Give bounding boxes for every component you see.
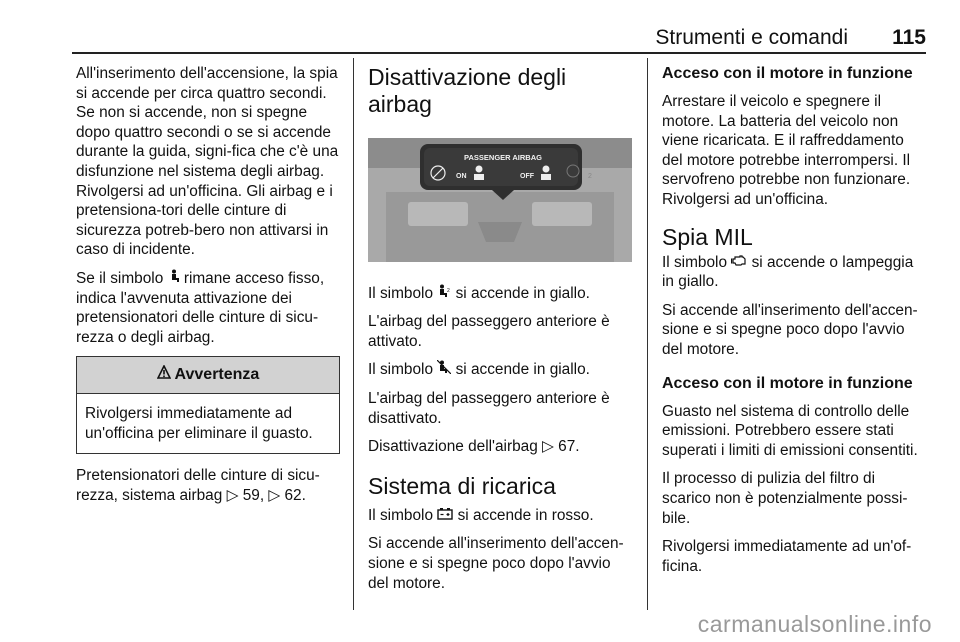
text-fragment: Il simbolo (368, 284, 434, 302)
battery-paragraph (368, 506, 632, 526)
text-fragment: Il simbolo (662, 253, 728, 271)
text-fragment: rimane acceso fisso, indica l'avvenuta attivazione dei pretensionatori delle cinture di sicu-rezza o degli airbag. (76, 269, 325, 346)
panel-text: PASSENGER AIRBAG (464, 153, 542, 162)
airbag-active-text: L'airbag del passeggero anteriore è attivato. (368, 313, 610, 350)
charging-text: Si accende all'inserimento dell'accen-sione e si spegne poco dopo l'avvio del motore. (368, 535, 624, 592)
column-right (662, 64, 928, 585)
text-fragment: Il simbolo (368, 361, 434, 379)
passenger-airbag-off-icon (437, 360, 451, 374)
engine-icon (731, 254, 747, 267)
airbag-deactivated-text: L'airbag del passeggero anteriore è disattivato. (368, 389, 610, 427)
passenger-airbag-on-icon (437, 284, 451, 298)
text-fragment: Se il simbolo (76, 269, 164, 287)
heading-charging-system: Sistema di ricarica (368, 472, 556, 499)
heading-mil: Spia MIL (662, 223, 753, 250)
airbag-paragraph: All'inserimento dell'accensione, la spia si accende per circa quattro secondi. Se non si accende, non si spegne dopo quattro secondi o se si accende durante la guida, signi-fica che c'è una disfunzione nel sistema degli airbag. Rivolgersi ad un'officina. Gli airbag e i pretensiona-tori delle cinture di sicurezza potreb-bero non attivarsi in caso di incidente. (76, 65, 339, 259)
page-reference[interactable]: 59 (242, 486, 260, 504)
seated-person-airbag-icon (168, 269, 180, 283)
reference-arrow-icon: ▷ (226, 486, 239, 504)
text-fragment: Pretensionatori delle cinture di sicu-rezza, sistema airbag (76, 467, 320, 504)
warning-body: Rivolgersi immediatamente ad un'officina per eliminare il guasto. (85, 404, 313, 442)
filter-text: Il processo di pulizia del filtro di scarico non è potenzialmente possi-bile. (662, 470, 908, 527)
battery-icon (437, 507, 453, 520)
airbag-fixed-paragraph (76, 269, 340, 347)
emission-text: Guasto nel sistema di controllo delle emissioni. Potrebbero essere stati superati i limiti di emissioni consentiti. (662, 402, 918, 459)
mil-paragraph (662, 253, 928, 292)
page-header (0, 0, 960, 50)
warning-triangle-icon (157, 365, 171, 379)
reference-arrow-icon: ▷ (542, 438, 554, 456)
off-label: OFF (520, 173, 534, 180)
heading-engine-running-2: Acceso con il motore in funzione (662, 374, 913, 392)
deactivation-reference (368, 437, 632, 457)
number-label: 2 (588, 173, 592, 180)
watermark: carmanualsonline.info (697, 611, 932, 637)
engine-running-text: Arrestare il veicolo e spegnere il motore. La batteria del veicolo non viene ricaricata. E il raffreddamento del motore potrebbe interrompersi. Il servofreno potrebbe non funzionare. Rivolgersi ad un'officina. (662, 93, 911, 208)
heading-engine-running: Acceso con il motore in funzione (662, 65, 913, 82)
reference-paragraph: Pretensionatori delle cinture di sicu-rezza, sistema airbag ▷ 59, ▷ 62. (76, 467, 320, 504)
column-divider (647, 58, 648, 610)
text-fragment: Disattivazione dell'airbag (368, 438, 538, 456)
header-rule (72, 52, 926, 54)
warning-box (76, 356, 340, 454)
column-divider (353, 58, 354, 610)
passenger-airbag-panel-photo (368, 138, 632, 262)
airbag-on-paragraph (368, 284, 632, 304)
text-fragment: si accende o lampeggia in giallo. (662, 253, 914, 291)
text-fragment: Il simbolo (368, 506, 434, 524)
page-reference[interactable]: 67. (558, 438, 580, 456)
warning-header (77, 357, 339, 394)
heading-airbag-deactivation: Disattivazione degli airbag (368, 64, 567, 117)
workshop-text: Rivolgersi immediatamente ad un'of-ficina. (662, 538, 912, 575)
on-label: ON (456, 173, 467, 180)
reference-arrow-icon: ▷ (268, 486, 281, 504)
column-left (76, 64, 340, 514)
page-number: 115 (892, 26, 926, 49)
section-title: Strumenti e comandi (655, 26, 848, 49)
page-reference[interactable]: 62. (284, 486, 306, 504)
text-fragment: si accende in giallo. (455, 361, 590, 379)
airbag-off-paragraph (368, 360, 632, 380)
warning-title: Avvertenza (174, 366, 260, 384)
mil-ignition-text: Si accende all'inserimento dell'accen-sione e si spegne poco dopo l'avvio del motore. (662, 301, 918, 358)
column-middle (368, 64, 632, 602)
text-fragment: si accende in rosso. (457, 506, 594, 524)
text-fragment: si accende in giallo. (455, 284, 590, 302)
svg-text:2: 2 (447, 287, 451, 294)
